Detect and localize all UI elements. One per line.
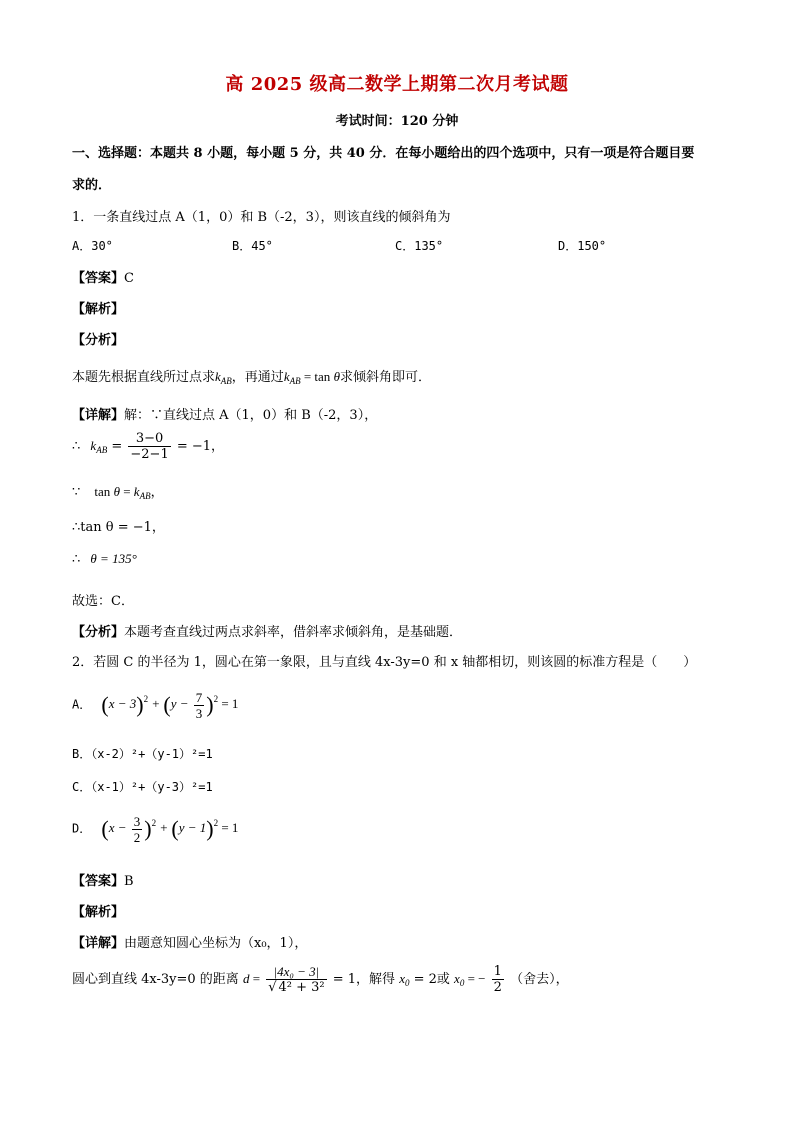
detail-text: 解：∵直线过点 A（1，0）和 B（-2，3）， xyxy=(124,408,378,423)
distance-symbol: d = xyxy=(242,971,261,986)
tan-theta-equals-k: $\tan \theta = k_{AB}$ xyxy=(94,484,151,501)
q1-choose: 故选：C． xyxy=(72,594,134,609)
therefore-symbol: ∴ xyxy=(72,552,81,567)
fraction-numerator: 1 xyxy=(493,964,502,979)
summary-tag: 【分析】 xyxy=(72,625,125,640)
fraction-denominator: −2−1 xyxy=(130,447,169,462)
k-ab-symbol: $k_{AB}$ xyxy=(90,438,108,455)
q2-option-c: C．（x-1）²+（y-3）²=1 xyxy=(72,780,213,794)
fenxi-text-c: 求倾斜角即可． xyxy=(339,370,431,385)
fenxi-text-b: ，再通过 xyxy=(231,370,284,385)
q1-answer: C xyxy=(124,271,134,286)
section-heading-line2: 求的． xyxy=(72,178,112,193)
q1-step3: ∴tan θ = −1， xyxy=(72,520,165,535)
therefore-symbol: ∴ xyxy=(72,439,81,454)
answer-tag: 【答案】 xyxy=(72,874,125,889)
k-ab-symbol: $k_{AB}$ xyxy=(215,369,232,386)
distance-text-b: = 1，解得 xyxy=(332,972,396,987)
fraction-denominator: 2 xyxy=(133,830,141,845)
x0-symbol: $x_0$ xyxy=(399,971,410,988)
summary-text: 本题考查直线过两点求斜率，借斜率求倾斜角，是基础题． xyxy=(124,625,463,640)
q1-fenxi-text xyxy=(72,366,431,386)
fraction-numerator: 7 xyxy=(195,690,203,705)
q1-stem: 1．一条直线过点 A（1，0）和 B（-2，3），则该直线的倾斜角为 xyxy=(72,210,451,225)
q2-answer: B xyxy=(124,874,134,889)
q1-fenxi-tag: 【分析】 xyxy=(72,333,125,348)
distance-text-c: = 2或 xyxy=(413,972,450,987)
fraction-denominator: 2 xyxy=(493,980,502,995)
q2-answer-line xyxy=(72,870,134,889)
q2-distance-line xyxy=(72,964,569,995)
k-ab-equals-tan: $k_{AB} = \tan \theta$ xyxy=(283,369,340,386)
theta-value: θ = 135° xyxy=(90,551,137,566)
sqrt-content: 4² + 3² xyxy=(278,980,325,995)
fenxi-text-a: 本题先根据直线所过点求 xyxy=(72,370,216,385)
distance-fraction xyxy=(266,964,326,995)
x0-negative-half: $x_0$ = − xyxy=(454,971,486,988)
fraction-numerator: 3 xyxy=(133,814,141,829)
slope-fraction xyxy=(128,431,170,462)
q1-answer-line xyxy=(72,267,134,286)
answer-tag: 【答案】 xyxy=(72,271,125,286)
section-heading-line1: 一、选择题：本题共 8 小题，每小题 5 分，共 40 分．在每小题给出的四个选项中，只有一项是符合题目要 xyxy=(72,146,695,161)
detail-text: 由题意知圆心坐标为（x₀，1）， xyxy=(124,936,308,951)
q1-option-d: D．150° xyxy=(558,239,607,253)
q1-analysis-tag: 【解析】 xyxy=(72,302,125,317)
detail-tag: 【详解】 xyxy=(72,408,125,423)
q2-detail-line xyxy=(72,932,307,951)
fraction-denominator: √ 4² + 3² xyxy=(268,980,325,995)
fraction-numerator: |4x₀ − 3| xyxy=(266,964,326,980)
q1-option-c: C．135° xyxy=(395,239,444,253)
q2-option-d xyxy=(72,814,238,845)
q1-summary xyxy=(72,621,462,640)
option-a-equation: $(x - 3)^2 + (y$ − $\frac{7}{3}$ )$^2$ = 1 xyxy=(101,690,239,721)
q1-step4 xyxy=(72,551,137,567)
option-label: A． xyxy=(72,697,92,712)
half-fraction xyxy=(492,964,504,995)
fraction-numerator: 3−0 xyxy=(128,431,170,447)
document-title: 高 2025 级高二数学上期第二次月考试题 xyxy=(225,74,569,95)
exam-time: 考试时间：120 分钟 xyxy=(335,114,459,129)
q1-option-b: B．45° xyxy=(232,239,273,253)
q1-detail-line xyxy=(72,404,377,423)
fraction-denominator: 3 xyxy=(195,706,203,721)
slope-result: = −1， xyxy=(176,439,225,454)
q2-option-b: B．（x-2）²+（y-1）²=1 xyxy=(72,747,213,761)
q1-option-a: A．30° xyxy=(72,239,113,253)
q2-option-a xyxy=(72,690,238,721)
option-label: D． xyxy=(72,821,92,836)
q1-step2: ∵ $\tan \theta = k_{AB}$， xyxy=(72,484,164,501)
distance-text-d: （舍去）， xyxy=(510,972,569,987)
q1-step1: ∴ $k_{AB}$ = $\frac{3-0}{-2-1}$ = −1， xyxy=(72,431,225,462)
q2-analysis-tag: 【解析】 xyxy=(72,905,125,920)
distance-text-a: 圆心到直线 4x-3y=0 的距离 xyxy=(72,972,239,987)
option-d-equation: (x − $\frac{3}{2}$ )$^2 + (y - 1)^2 = 1$ xyxy=(101,814,239,845)
q2-stem: 2．若圆 C 的半径为 1，圆心在第一象限，且与直线 4x-3y=0 和 x 轴都相切，则该圆的标准方程是（ ） xyxy=(72,655,697,670)
because-symbol: ∵ xyxy=(72,485,81,500)
detail-tag: 【详解】 xyxy=(72,936,125,951)
